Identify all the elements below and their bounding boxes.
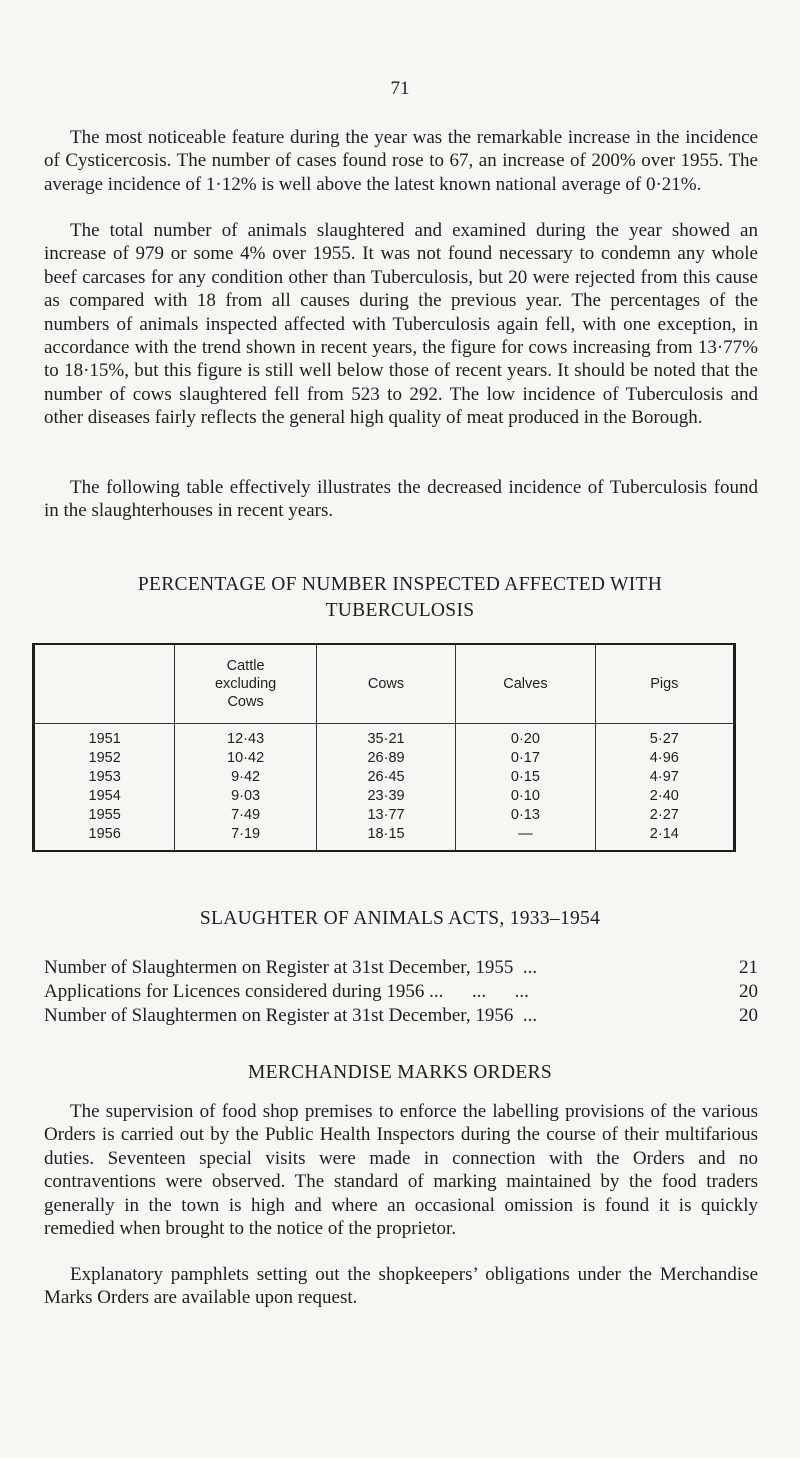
slaughter-item-value: 21 [739,957,758,978]
paragraph-slaughter-totals: The total number of animals slaughtered and examined during the year showed an increase of 979 or some 4% over 1955. It was not found necessary to condemn any whole beef carcases for any condition other than Tuberculosis, but 20 were rejected from this cause as compared with 18 from all causes during the previous year. The percentages of the numbers of animals inspected affected with Tuberculosis again fell, with one exception, in accordance with the trend shown in recent years, the figure for cows increasing from 13·77% to 18·15%, but this figure is still well below those of recent years. It should be noted that the number of cows slaughtered fell from 523 to 292. The low incidence of Tuberculosis and other diseases fairly reflects the general high quality of meat produced in the Borough. [44,220,758,429]
cell-cattle: 9·03 [175,787,317,806]
cell-cows: 18·15 [316,825,455,851]
paragraph-pamphlets: Explanatory pamphlets setting out the shopkeepers’ obligations under the Merchandise Marks Orders are available upon request. [44,1264,758,1309]
cell-pigs: 2·40 [595,787,734,806]
merchandise-marks-heading: MERCHANDISE MARKS ORDERS [247,1062,553,1083]
cell-pigs: 2·14 [595,825,734,851]
header-cattle-excluding-cows [175,644,317,724]
cell-calves: — [456,825,595,851]
slaughter-acts-heading: SLAUGHTER OF ANIMALS ACTS, 1933–1954 [199,908,601,929]
table-title-line-1: PERCENTAGE OF NUMBER INSPECTED AFFECTED WITH [137,574,663,595]
table-header-row [34,644,735,724]
table-title-line-2: TUBERCULOSIS [325,600,475,621]
cell-calves: 0·10 [456,787,595,806]
header-line: Cows [227,694,264,710]
cell-cows: 26·45 [316,768,455,787]
cell-year: 1955 [88,807,121,823]
cell-year: 1956 [88,826,121,842]
table-row [34,749,735,768]
slaughter-item-value: 20 [739,1005,758,1026]
slaughter-item-label: Applications for Licences considered during 1956 ... ... ... [44,981,529,1002]
header-line: Cattle [226,658,265,674]
cell-pigs: 5·27 [595,724,734,750]
table-title [30,572,770,624]
paragraph-merchandise-supervision: The supervision of food shop premises to enforce the labelling provisions of the various Orders is carried out by the Public Health Inspectors during the course of their multifarious duties. Seventeen special visits were made in connection with the Orders and no contraventions were observed. The standard of marking maintained by the food traders generally in the town is high and where an occasional omission is found it is quickly remedied when brought to the notice of the proprietor. [44,1101,758,1240]
cell-cows: 35·21 [316,724,455,750]
cell-calves: 0·15 [456,768,595,787]
cell-cows: 26·89 [316,749,455,768]
cell-cows: 23·39 [316,787,455,806]
paragraph-table-intro: The following table effectively illustrates the decreased incidence of Tuberculosis found in the slaughterhouses in recent years. [44,477,758,522]
cell-cattle: 9·42 [175,768,317,787]
table-row [34,768,735,787]
cell-calves: 0·20 [456,724,595,750]
slaughter-item-value: 20 [739,981,758,1002]
page-number: 71 [390,78,410,99]
cell-year: 1954 [88,788,121,804]
cell-year: 1953 [88,769,121,785]
header-cows: Cows [316,644,455,724]
slaughter-item [44,1004,758,1028]
table-row [34,787,735,806]
paragraph-cysticercosis: The most noticeable feature during the year was the remarkable increase in the incidence of Cysticercosis. The number of cases found rose to 67, an increase of 200% over 1955. The average incidence of 1·12% is well above the latest known national average of 0·21%. [44,127,758,195]
header-year [34,644,175,724]
cell-pigs: 4·96 [595,749,734,768]
header-line: excluding [214,676,277,692]
cell-cattle: 12·43 [175,724,317,750]
slaughter-item [44,980,758,1004]
cell-cattle: 10·42 [175,749,317,768]
table-row [34,825,735,851]
cell-cattle: 7·19 [175,825,317,851]
cell-calves: 0·13 [456,806,595,825]
slaughter-item-label: Number of Slaughtermen on Register at 31st December, 1955 ... [44,957,538,978]
slaughter-item-label: Number of Slaughtermen on Register at 31st December, 1956 ... [44,1005,538,1026]
cell-pigs: 4·97 [595,768,734,787]
header-calves: Calves [456,644,595,724]
table-row [34,806,735,825]
tuberculosis-table [32,643,736,852]
cell-cows: 13·77 [316,806,455,825]
table-row [34,724,735,750]
header-pigs: Pigs [595,644,734,724]
cell-year: 1951 [88,731,121,747]
cell-cattle: 7·49 [175,806,317,825]
cell-calves: 0·17 [456,749,595,768]
slaughter-item [44,956,758,980]
cell-pigs: 2·27 [595,806,734,825]
cell-year: 1952 [88,750,121,766]
